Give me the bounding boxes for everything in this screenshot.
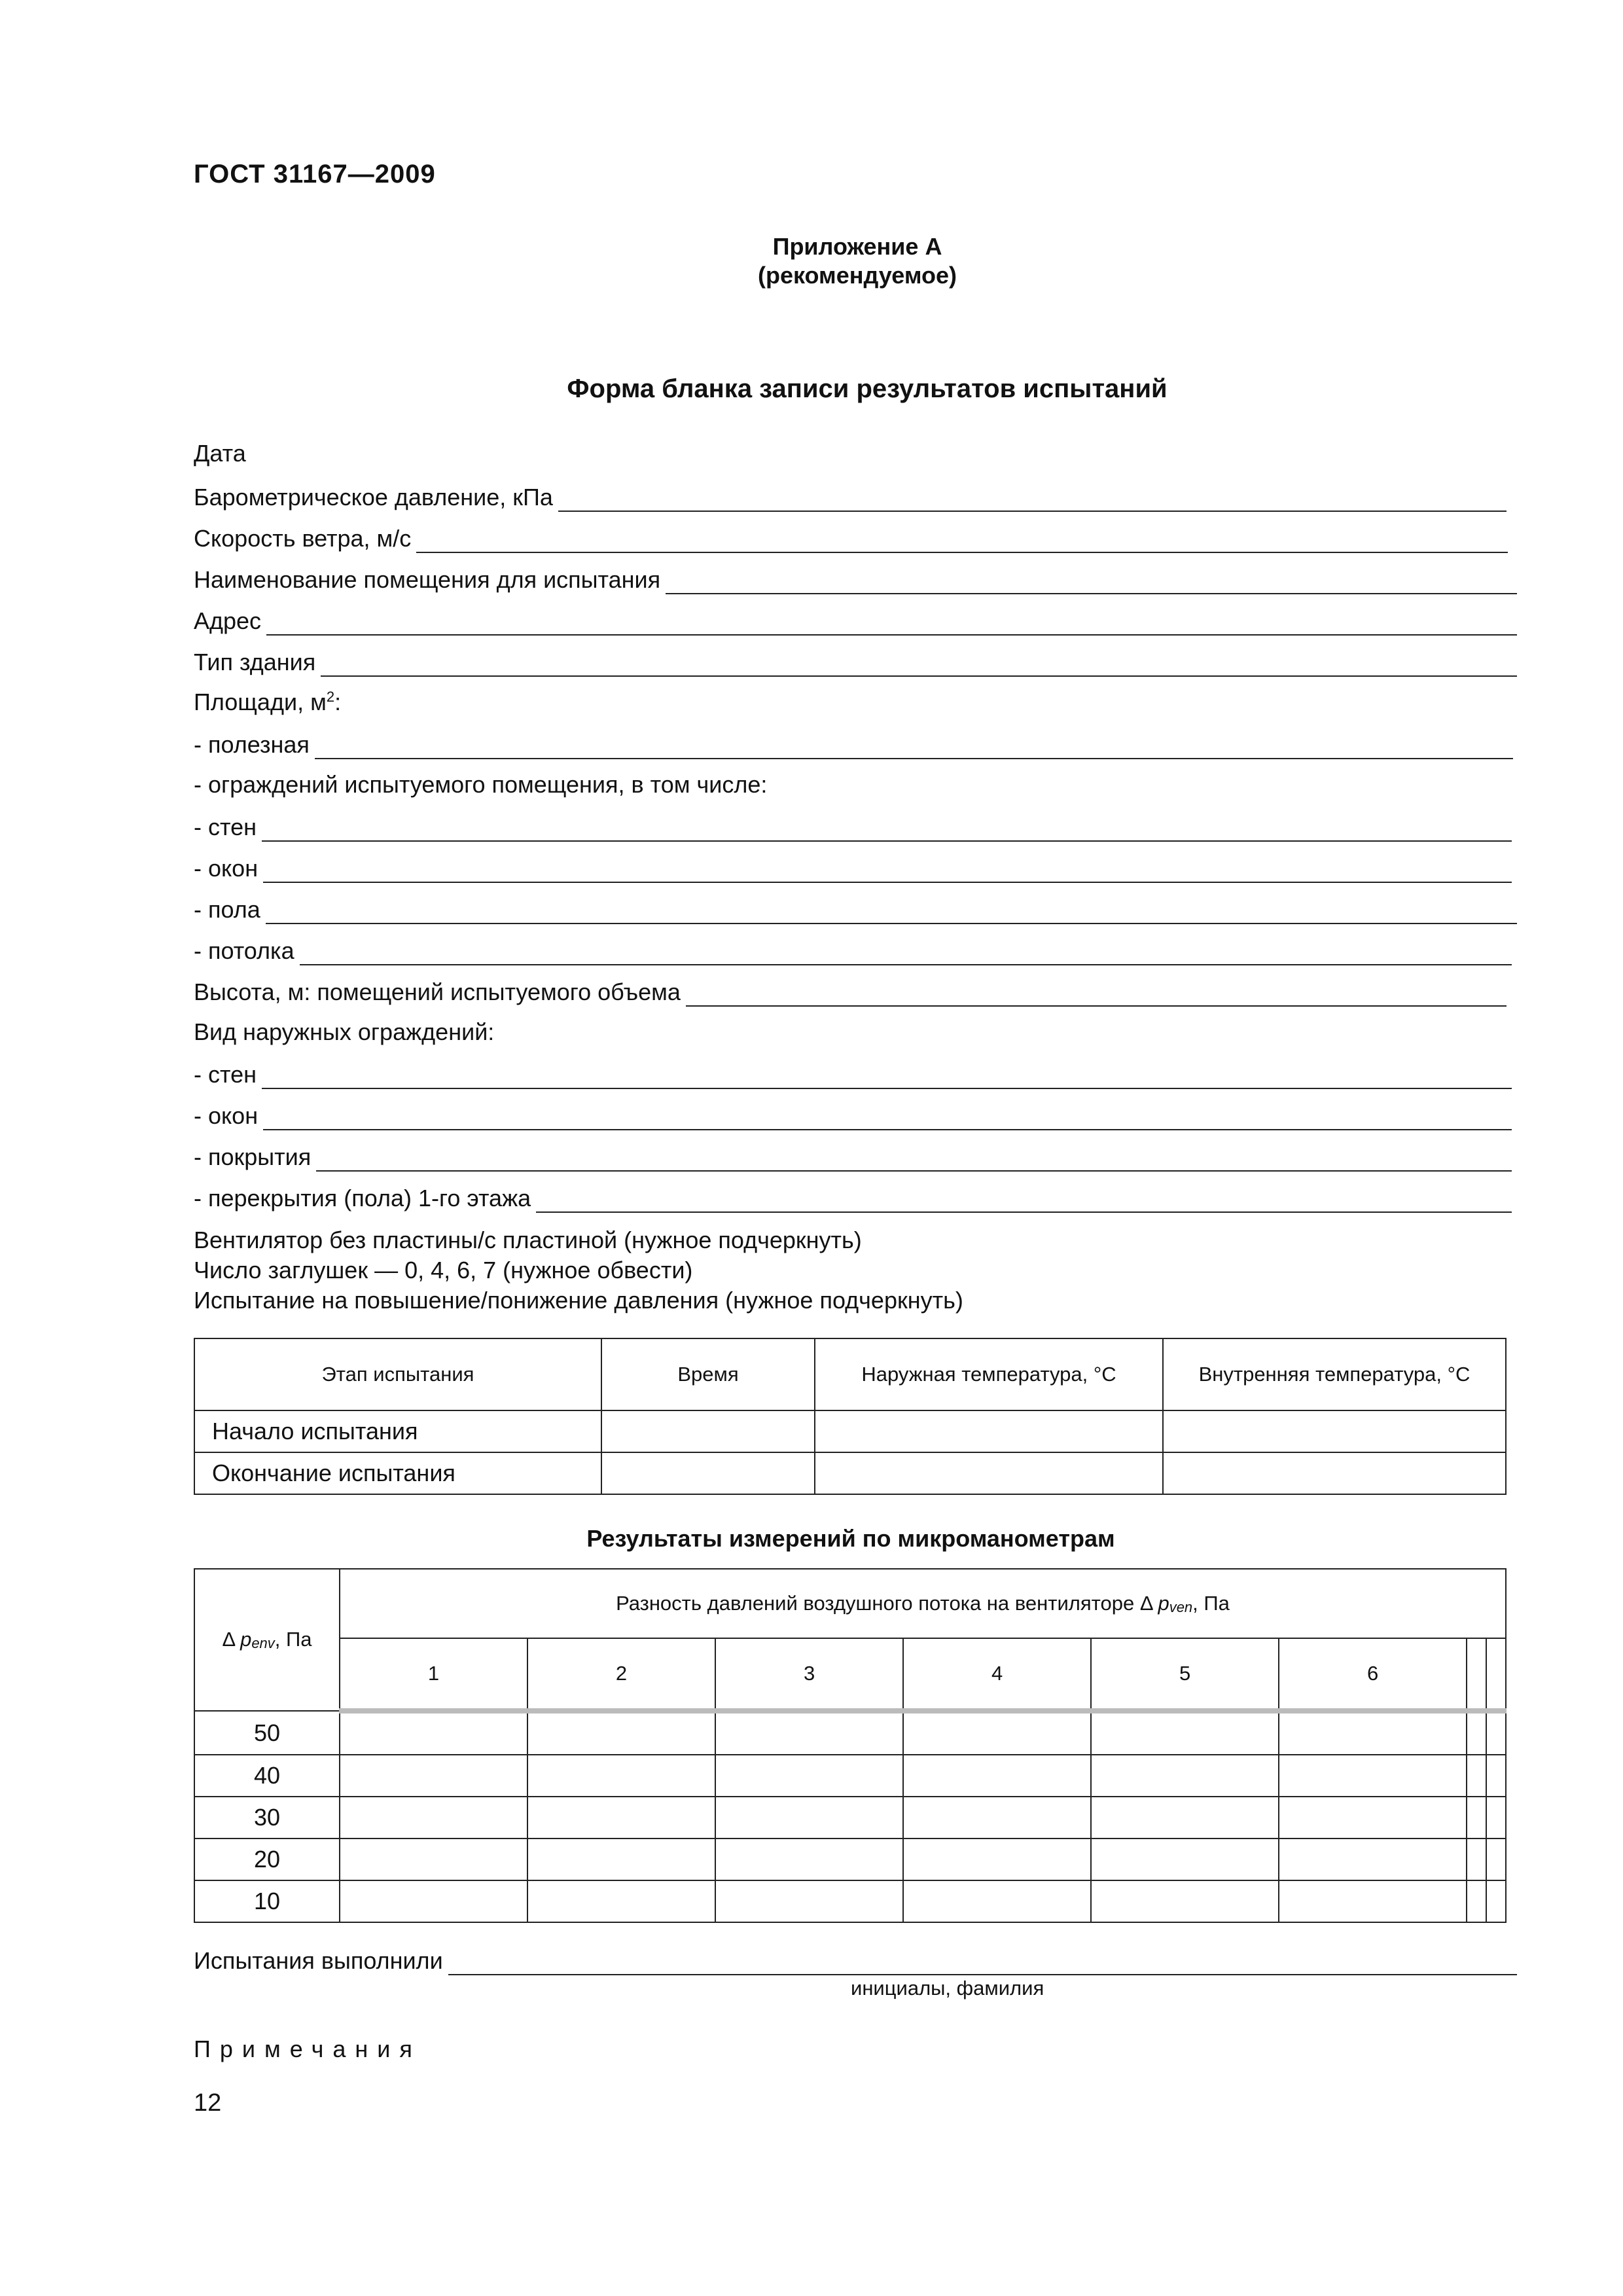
table-cell[interactable] [1467,1839,1486,1880]
time-header: Время [601,1338,815,1410]
table-cell[interactable] [1467,1755,1486,1797]
outdoor-temp-header: Наружная температура, °С [815,1338,1163,1410]
walls-line[interactable] [262,806,1512,842]
address-field[interactable] [194,601,1517,636]
windows-field[interactable] [194,849,1512,883]
table-cell[interactable] [715,1880,903,1922]
room-name-label: Наименование помещения для испытания [194,566,661,593]
table-cell[interactable] [1486,1711,1506,1755]
table-cell[interactable] [340,1797,527,1839]
floor-line[interactable] [266,889,1517,924]
table-cell[interactable] [903,1797,1091,1839]
ceiling-field[interactable] [194,931,1512,965]
outer-walls-field[interactable] [194,1055,1512,1089]
document-id: ГОСТ 31167—2009 [194,160,436,188]
row-label: 40 [194,1755,340,1797]
wind-field[interactable] [194,519,1508,553]
results-title: Результаты измерений по микроманометрам [586,1525,1115,1552]
table-cell[interactable] [1486,1797,1506,1839]
wind-line[interactable] [416,518,1508,553]
table-cell[interactable] [903,1711,1091,1755]
roof-label: - покрытия [194,1143,312,1170]
table-cell[interactable] [903,1880,1091,1922]
table-row [194,1755,1506,1797]
performed-by-line[interactable] [448,1940,1517,1975]
stage-header: Этап испытания [194,1338,601,1410]
floor-label: - пола [194,896,260,923]
table-cell[interactable] [715,1839,903,1880]
column-header: 1 [340,1638,527,1711]
outer-windows-field[interactable] [194,1096,1512,1130]
table-row [194,1880,1506,1922]
table-cell[interactable] [1467,1880,1486,1922]
column-header: 6 [1279,1638,1467,1711]
table-cell[interactable] [1091,1755,1279,1797]
table-cell[interactable] [1163,1452,1506,1494]
address-line[interactable] [266,600,1517,636]
pressure-field[interactable] [194,478,1507,512]
plugs-text: Число заглушек — 0, 4, 6, 7 (нужное обвести) [194,1257,693,1283]
form-title: Форма бланка записи результатов испытаний [567,374,1168,403]
enclosures-label: - ограждений испытуемого помещения, в том числе: [194,771,768,798]
ceiling-line[interactable] [300,930,1512,965]
test-type-text: Испытание на повышение/понижение давления (нужное подчеркнуть) [194,1287,963,1314]
table-cell[interactable] [903,1755,1091,1797]
table-cell[interactable] [1279,1711,1467,1755]
page-number: 12 [194,2089,222,2117]
room-name-line[interactable] [666,559,1517,594]
first-floor-line[interactable] [536,1177,1512,1213]
table-cell[interactable] [903,1839,1091,1880]
table-row [194,1797,1506,1839]
building-type-line[interactable] [321,641,1517,677]
outer-windows-label: - окон [194,1102,259,1129]
height-line[interactable] [686,971,1507,1007]
delta-p-ven-header: Разность давлений воздушного потока на вентиляторе Δ pven, Па [340,1569,1506,1638]
table-cell[interactable] [1091,1880,1279,1922]
table-cell[interactable] [715,1711,903,1755]
wind-label: Скорость ветра, м/с [194,525,412,552]
table-cell[interactable] [340,1711,527,1755]
table-cell[interactable] [527,1839,715,1880]
first-floor-label: - перекрытия (пола) 1-го этажа [194,1185,531,1211]
table-cell[interactable] [1467,1711,1486,1755]
indoor-temp-header: Внутренняя температура, °С [1163,1338,1506,1410]
table-cell[interactable] [1091,1839,1279,1880]
column-header: 5 [1091,1638,1279,1711]
pressure-line[interactable] [558,476,1507,512]
initials-caption: инициалы, фамилия [851,1977,1044,2000]
height-field[interactable] [194,973,1507,1007]
table-cell[interactable] [1279,1755,1467,1797]
outer-walls-line[interactable] [262,1054,1512,1089]
table-cell[interactable] [815,1410,1163,1452]
outer-windows-line[interactable] [263,1095,1512,1130]
row-label: 50 [194,1711,340,1755]
table-cell[interactable] [1486,1839,1506,1880]
table-row [194,1452,1506,1494]
table-cell[interactable] [715,1797,903,1839]
appendix-title: Приложение А [772,233,942,260]
walls-field[interactable] [194,808,1512,842]
floor-field[interactable] [194,890,1517,924]
roof-line[interactable] [316,1136,1512,1172]
address-label: Адрес [194,607,262,634]
table-cell[interactable] [1163,1410,1506,1452]
performed-by-field[interactable] [194,1941,1517,1975]
row-label: 10 [194,1880,340,1922]
table-cell[interactable] [340,1880,527,1922]
table-cell[interactable] [1091,1711,1279,1755]
date-label: Дата [194,440,246,467]
room-name-field[interactable] [194,560,1517,594]
column-header [1486,1638,1506,1711]
outer-enclosures-label: Вид наружных ограждений: [194,1018,495,1045]
table-cell[interactable] [340,1839,527,1880]
table-cell[interactable] [340,1755,527,1797]
ceiling-label: - потолка [194,937,294,964]
walls-label: - стен [194,814,257,840]
table-cell[interactable] [527,1711,715,1755]
useful-area-line[interactable] [315,724,1513,759]
table-cell[interactable] [527,1797,715,1839]
windows-line[interactable] [263,848,1512,883]
table-cell[interactable] [715,1755,903,1797]
table-cell[interactable] [1279,1839,1467,1880]
roof-field[interactable] [194,1138,1512,1172]
table-cell[interactable] [1486,1755,1506,1797]
table-row [194,1839,1506,1880]
column-header: 3 [715,1638,903,1711]
results-table [194,1568,1507,1923]
column-header: 4 [903,1638,1091,1711]
stage-end-label: Окончание испытания [194,1452,601,1494]
row-label: 20 [194,1839,340,1880]
notes-heading: Примечания [194,2036,421,2062]
pressure-label: Барометрическое давление, кПа [194,484,553,511]
table-cell[interactable] [1091,1797,1279,1839]
table-cell[interactable] [601,1452,815,1494]
table-cell[interactable] [1279,1797,1467,1839]
performed-by-label: Испытания выполнили [194,1947,443,1974]
delta-p-env-header: Δ penv, Па [194,1569,340,1711]
height-label: Высота, м: помещений испытуемого объема [194,978,681,1005]
appendix-subtitle: (рекомендуемое) [758,262,957,289]
outer-walls-label: - стен [194,1061,257,1088]
table-row [194,1410,1506,1452]
table-cell[interactable] [527,1755,715,1797]
useful-area-field[interactable] [194,725,1513,759]
row-label: 30 [194,1797,340,1839]
table-cell[interactable] [1279,1880,1467,1922]
first-floor-field[interactable] [194,1179,1512,1213]
table-cell[interactable] [815,1452,1163,1494]
table-cell[interactable] [1486,1880,1506,1922]
areas-label: Площади, $м^2$: [194,689,342,715]
table-row [194,1711,1506,1755]
table-cell[interactable] [1467,1797,1486,1839]
fan-text: Вентилятор без пластины/с пластиной (нужное подчеркнуть) [194,1227,862,1253]
building-type-field[interactable] [194,643,1517,677]
windows-label: - окон [194,855,259,882]
test-stage-table [194,1338,1507,1495]
stage-start-label: Начало испытания [194,1410,601,1452]
table-cell[interactable] [601,1410,815,1452]
building-type-label: Тип здания [194,649,316,675]
column-header: 2 [527,1638,715,1711]
useful-area-label: - полезная [194,731,310,758]
table-cell[interactable] [527,1880,715,1922]
column-header [1467,1638,1486,1711]
